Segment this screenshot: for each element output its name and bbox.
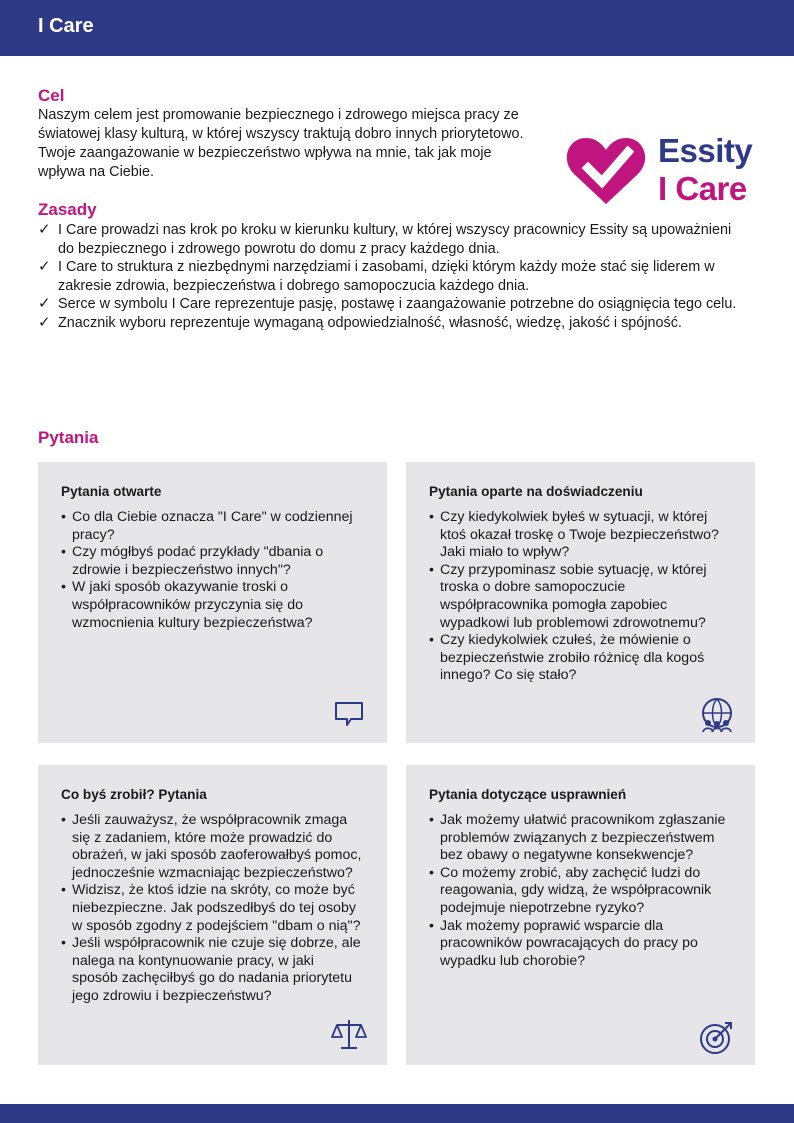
- card-list: [61, 812, 363, 1006]
- list-item: • Widzisz, że ktoś idzie na skróty, co może być niebezpieczne. Jak podszedłbyś do tej osoby w sposób zgodny z podejściem "dbam o nią"?: [61, 882, 363, 935]
- logo-word-essity: Essity: [658, 132, 753, 169]
- card-list: [61, 509, 363, 632]
- checkmark-icon: ✓: [38, 295, 51, 312]
- list-item: • Co dla Ciebie oznacza "I Care" w codziennej pracy?: [61, 509, 363, 544]
- globe-people-icon: [699, 697, 735, 733]
- target-arrow-icon: [699, 1019, 735, 1055]
- list-item: • Jak możemy poprawić wsparcie dla pracowników powracających do pracy po wypadku lub chorobie?: [429, 918, 731, 971]
- checkmark-icon: ✓: [38, 258, 51, 275]
- cel-text: Naszym celem jest promowanie bezpiecznego i zdrowego miejsca pracy ze światowej klasy kulturą, w której wszyscy traktują dobro innych priorytetowo. Twoje zaangażowanie w bezpieczeństwo wpływa na mnie, tak jak moje wpływa na Ciebie.: [38, 107, 524, 180]
- page-title: I Care: [38, 15, 94, 37]
- footer-bar: [0, 1104, 794, 1123]
- zasady-list: [38, 221, 748, 332]
- card-pytania-otwarte: [38, 462, 387, 743]
- list-item: • Jeśli zauważysz, że współpracownik zmaga się z zadaniem, które może prowadzić do obrażeń, w jaki sposób zaoferowałbyś pomoc, jednocześnie wzmacniając bezpieczeństwo?: [61, 812, 363, 882]
- card-usprawnienia: [406, 765, 755, 1065]
- card-title: Pytania oparte na doświadczeniu: [429, 484, 643, 499]
- zasady-item: ✓ Serce w symbolu I Care reprezentuje pasję, postawę i zaangażowanie potrzebne do osiągnięcia tego celu.: [38, 295, 737, 312]
- checkmark-icon: ✓: [38, 221, 51, 238]
- checkmark-icon: ✓: [38, 313, 51, 331]
- list-item: • Jak możemy ułatwić pracownikom zgłaszanie problemów związanych z bezpieczeństwem bez obawy o negatywne konsekwencje?: [429, 812, 731, 865]
- list-item: • Czy mógłbyś podać przykłady "dbania o zdrowie i bezpieczeństwo innych"?: [61, 544, 363, 579]
- card-title: Pytania otwarte: [61, 484, 162, 499]
- list-item: • Jeśli współpracownik nie czuje się dobrze, ale nalega na kontynuowanie pracy, w jaki sposób zachęciłbyś go do nadania priorytetu jego zdrowiu i bezpieczeństwu?: [61, 935, 363, 1005]
- card-list: [429, 509, 731, 685]
- zasady-item: ✓ I Care prowadzi nas krok po kroku w kierunku kultury, w której wszyscy pracownicy Essity są upoważnieni do bezpiecznego i zdrowego powrotu do domu z pracy każdego dnia.: [38, 221, 732, 257]
- card-title: Pytania dotyczące usprawnień: [429, 787, 627, 802]
- speech-bubble-icon: [331, 697, 367, 733]
- logo-word-icare: I Care: [658, 170, 747, 207]
- list-item: • Czy przypominasz sobie sytuację, w której troska o dobre samopoczucie współpracownika pomogła zapobiec wypadkowi lub problemowi zdrowotnemu?: [429, 562, 731, 632]
- zasady-item: ✓ Znacznik wyboru reprezentuje wymaganą odpowiedzialność, własność, wiedzę, jakość i spójność.: [38, 313, 682, 331]
- essity-icare-logo: [566, 128, 761, 208]
- list-item: • Co możemy zrobić, aby zachęcić ludzi do reagowania, gdy widzą, że współpracownik podejmuje niepotrzebne ryzyko?: [429, 865, 731, 918]
- card-title: Co byś zrobił? Pytania: [61, 787, 207, 802]
- list-item: • Czy kiedykolwiek byłeś w sytuacji, w której ktoś okazał troskę o Twoje bezpieczeństwo? Jaki miało to wpływ?: [429, 509, 731, 562]
- header-bar: [0, 0, 794, 56]
- heart-check-icon: [566, 134, 646, 206]
- card-list: [429, 812, 731, 970]
- card-pytania-doswiadczenie: [406, 462, 755, 743]
- zasady-heading: Zasady: [38, 200, 97, 219]
- list-item: • Czy kiedykolwiek czułeś, że mówienie o bezpieczeństwie zrobiło różnicę dla kogoś innego? Co się stało?: [429, 632, 731, 685]
- card-co-bys-zrobil: [38, 765, 387, 1065]
- cel-heading: Cel: [38, 86, 65, 105]
- pytania-heading: Pytania: [38, 428, 99, 447]
- list-item: • W jaki sposób okazywanie troski o współpracowników przyczynia się do wzmocnienia kultury bezpieczeństwa?: [61, 579, 363, 632]
- zasady-item: ✓ I Care to struktura z niezbędnymi narzędziami i zasobami, dzięki którym każdy może stać się liderem w zakresie zdrowia, bezpieczeństwa i dobrego samopoczucia każdego dnia.: [38, 258, 715, 294]
- balance-scale-icon: [331, 1017, 367, 1053]
